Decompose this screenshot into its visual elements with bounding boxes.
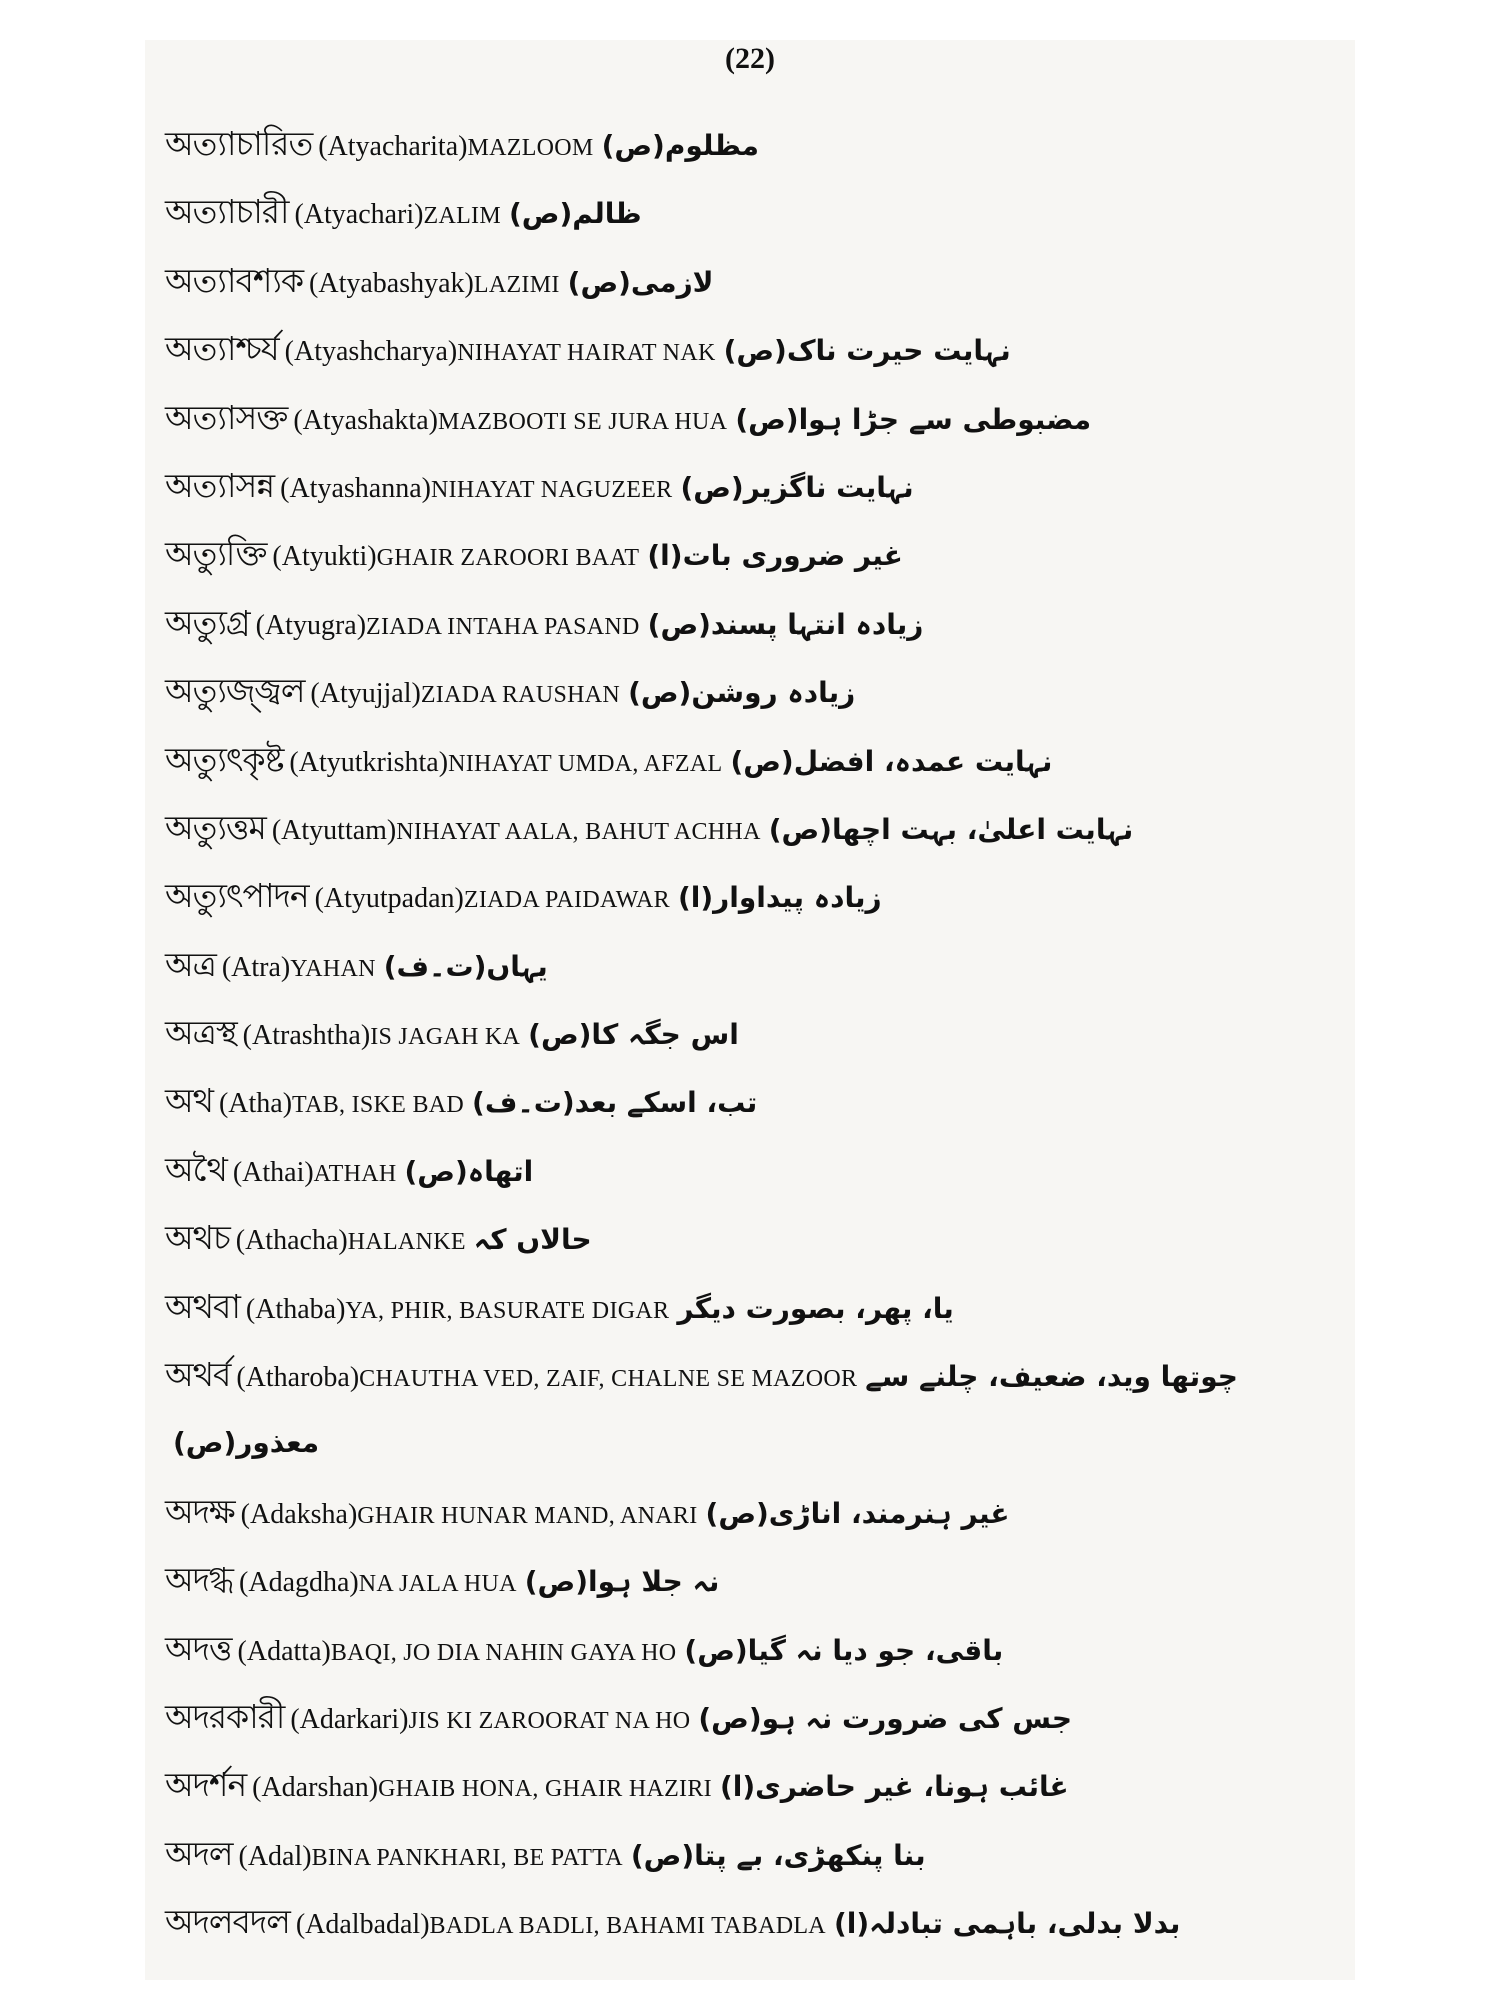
meaning-urdu: یا، پھر، بصورت دیگر	[677, 1291, 954, 1325]
dictionary-entry	[165, 1204, 1345, 1272]
meaning-urdu: زیادہ روشن(ص)	[628, 676, 856, 710]
meaning-roman: GHAIR HUNAR MAND, ANARI	[357, 1502, 698, 1529]
transliteration: (Adaksha)	[240, 1498, 358, 1530]
meaning-urdu: زیادہ انتہا پسند(ص)	[647, 607, 924, 641]
dictionary-entry	[165, 178, 1345, 246]
dictionary-entry	[165, 1136, 1345, 1204]
meaning-roman: YA, PHIR, BASURATE DIGAR	[345, 1297, 670, 1324]
dictionary-entry	[165, 1067, 1345, 1135]
dictionary-entry	[165, 999, 1345, 1067]
dictionary-entry	[165, 384, 1345, 452]
dictionary-entry	[165, 794, 1345, 862]
bengali-word: অত্যুগ্র	[165, 602, 250, 642]
transliteration: (Atyacharita)	[318, 131, 468, 162]
transliteration: (Atharoba)	[236, 1362, 360, 1394]
meaning-roman: LAZIMI	[473, 271, 560, 298]
dictionary-entry-continuation	[165, 1409, 1345, 1477]
bengali-word: অথৈ	[165, 1149, 227, 1189]
dictionary-entry	[165, 726, 1345, 794]
bengali-word: অত্র	[165, 944, 216, 984]
meaning-roman: ATHAH	[313, 1160, 397, 1187]
transliteration: (Atyuttam)	[271, 814, 397, 846]
entry-list	[165, 110, 1345, 1957]
meaning-roman: TAB, ISKE BAD	[292, 1092, 465, 1119]
meaning-urdu: بنا پنکھڑی، بے پتا(ص)	[630, 1838, 926, 1872]
meaning-roman: NA JALA HUA	[358, 1571, 517, 1598]
meaning-urdu: باقی، جو دیا نہ گیا(ص)	[684, 1633, 1004, 1667]
meaning-urdu: زیادہ پیداوار(ا)	[677, 881, 882, 915]
bengali-word: অথচ	[165, 1218, 230, 1258]
meaning-roman: GHAIB HONA, GHAIR HAZIRI	[378, 1776, 712, 1803]
meaning-roman: NIHAYAT HAIRAT NAK	[457, 340, 716, 367]
transliteration: (Atyutkrishta)	[289, 746, 449, 778]
dictionary-entry	[165, 520, 1345, 588]
dictionary-entry	[165, 657, 1345, 725]
dictionary-entry	[165, 1615, 1345, 1683]
meaning-urdu: نہ جلا ہوا(ص)	[524, 1565, 720, 1599]
meaning-urdu: ظالم(ص)	[508, 197, 642, 231]
transliteration: (Adagdha)	[239, 1567, 359, 1599]
meaning-urdu: مظلوم(ص)	[601, 129, 759, 162]
bengali-word: অথ	[165, 1081, 213, 1121]
meaning-roman: CHAUTHA VED, ZAIF, CHALNE SE MAZOOR	[359, 1366, 858, 1393]
meaning-urdu: اتھاہ(ص)	[404, 1154, 534, 1188]
dictionary-entry	[165, 1341, 1345, 1409]
bengali-word: অত্যাবশ্যক	[165, 260, 304, 300]
meaning-urdu: تب، اسکے بعد(ت۔ف)	[472, 1086, 758, 1120]
bengali-word: অত্যাসন্ন	[165, 465, 275, 505]
meaning-roman: JIS KI ZAROORAT NA HO	[408, 1707, 691, 1734]
transliteration: (Adal)	[238, 1840, 312, 1872]
transliteration: (Atha)	[218, 1088, 293, 1120]
transliteration: (Adalbadal)	[295, 1909, 430, 1941]
meaning-roman: MAZLOOM	[467, 135, 594, 161]
meaning-roman: NIHAYAT AALA, BAHUT ACHHA	[396, 818, 761, 845]
bengali-word: অত্যাশ্চর্য	[165, 329, 279, 369]
bengali-word: অথর্ব	[165, 1355, 231, 1395]
bengali-word: অত্যুক্তি	[165, 534, 267, 574]
meaning-roman: BAQI, JO DIA NAHIN GAYA HO	[330, 1639, 677, 1666]
dictionary-entry	[165, 1820, 1345, 1888]
meaning-urdu: نہایت ناگزیر(ص)	[680, 470, 914, 504]
transliteration: (Atyashanna)	[280, 472, 431, 504]
bengali-word: অত্যুৎপাদন	[165, 876, 309, 916]
bengali-word: অত্যাসক্ত	[165, 397, 288, 437]
bengali-word: অদত্ত	[165, 1628, 232, 1668]
meaning-roman: YAHAN	[290, 955, 376, 982]
transliteration: (Adarkari)	[290, 1703, 409, 1735]
dictionary-entry	[165, 1888, 1345, 1956]
bengali-word: অত্যুজ্জ্বল	[165, 671, 305, 711]
bengali-word: অদগ্ধ	[165, 1560, 234, 1600]
transliteration: (Atyabashyak)	[309, 267, 474, 299]
transliteration: (Athacha)	[235, 1225, 348, 1257]
meaning-urdu: چوتھا وید، ضعیف، چلنے سے	[865, 1360, 1238, 1394]
bengali-word: অত্যাচারী	[165, 192, 289, 232]
transliteration: (Atra)	[221, 951, 291, 983]
meaning-urdu: لازمی(ص)	[567, 265, 714, 299]
meaning-roman: ZIADA INTAHA PASAND	[366, 613, 640, 640]
dictionary-entry	[165, 315, 1345, 383]
meaning-roman: MAZBOOTI SE JURA HUA	[437, 408, 728, 435]
meaning-urdu: نہایت حیرت ناک(ص)	[723, 334, 1011, 368]
transliteration: (Atyugra)	[255, 609, 367, 641]
bengali-word: অত্যুত্তম	[165, 807, 266, 847]
transliteration: (Adarshan)	[252, 1772, 379, 1804]
transliteration: (Atyujjal)	[310, 678, 421, 710]
dictionary-entry	[165, 931, 1345, 999]
dictionary-entry	[165, 589, 1345, 657]
dictionary-entry	[165, 110, 1345, 178]
bengali-word: অদলবদল	[165, 1902, 290, 1942]
transliteration: (Atyashcharya)	[284, 336, 458, 368]
meaning-urdu: نہایت عمدہ، افضل(ص)	[730, 744, 1053, 778]
meaning-roman: NIHAYAT UMDA, AFZAL	[448, 750, 723, 777]
dictionary-entry	[165, 452, 1345, 520]
page-number: (22)	[725, 42, 775, 75]
meaning-roman: IS JAGAH KA	[370, 1024, 521, 1051]
transliteration: (Atyukti)	[272, 541, 377, 573]
bengali-word: অত্যুৎকৃষ্ট	[165, 739, 284, 779]
transliteration: (Athaba)	[245, 1293, 346, 1325]
bengali-word: অদরকারী	[165, 1696, 285, 1736]
transliteration: (Atyutpadan)	[314, 883, 464, 915]
meaning-urdu: مضبوطی سے جڑا ہوا(ص)	[735, 402, 1092, 436]
dictionary-entry	[165, 1478, 1345, 1546]
transliteration: (Athai)	[232, 1156, 314, 1188]
meaning-roman: ZIADA RAUSHAN	[420, 682, 621, 709]
dictionary-entry	[165, 1273, 1345, 1341]
meaning-roman: GHAIR ZAROORI BAAT	[376, 545, 640, 572]
meaning-roman: ZIADA PAIDAWAR	[463, 887, 670, 914]
meaning-roman: NIHAYAT NAGUZEER	[430, 476, 673, 503]
bengali-word: অদক্ষ	[165, 1491, 235, 1531]
transliteration: (Atrashtha)	[242, 1020, 371, 1052]
meaning-urdu: جس کی ضرورت نہ ہو(ص)	[698, 1701, 1073, 1735]
meaning-roman: BINA PANKHARI, BE PATTA	[311, 1844, 623, 1871]
dictionary-entry	[165, 1546, 1345, 1614]
bengali-word: অদর্শন	[165, 1765, 247, 1805]
meaning-urdu: معذور(ص)	[173, 1426, 320, 1460]
meaning-urdu: غائب ہونا، غیر حاضری(ا)	[719, 1770, 1069, 1804]
meaning-roman: BADLA BADLI, BAHAMI TABADLA	[429, 1913, 826, 1940]
transliteration: (Atyashakta)	[293, 404, 438, 436]
meaning-roman: HALANKE	[347, 1229, 466, 1256]
meaning-urdu: بدلا بدلی، باہمی تبادلہ(ا)	[833, 1907, 1181, 1941]
dictionary-entry	[165, 1683, 1345, 1751]
meaning-urdu: اس جگہ کا(ص)	[528, 1018, 739, 1052]
bengali-word: অত্রস্থ	[165, 1013, 237, 1053]
bengali-word: অথবা	[165, 1286, 240, 1326]
bengali-word: অত্যাচারিত	[165, 124, 313, 163]
dictionary-entry	[165, 1751, 1345, 1819]
transliteration: (Adatta)	[237, 1635, 331, 1667]
transliteration: (Atyachari)	[294, 199, 424, 231]
meaning-urdu: حالاں کہ	[473, 1223, 592, 1257]
meaning-roman: ZALIM	[423, 203, 501, 230]
meaning-urdu: یہاں(ت۔ف)	[383, 949, 548, 983]
meaning-urdu: نہایت اعلیٰ، بہت اچھا(ص)	[768, 812, 1134, 846]
dictionary-entry	[165, 247, 1345, 315]
bengali-word: অদল	[165, 1833, 233, 1873]
meaning-urdu: غیر ضروری بات(ا)	[647, 539, 903, 573]
dictionary-entry	[165, 862, 1345, 930]
dictionary-page	[145, 40, 1355, 1980]
meaning-urdu: غیر ہنرمند، اناڑی(ص)	[705, 1496, 1010, 1530]
